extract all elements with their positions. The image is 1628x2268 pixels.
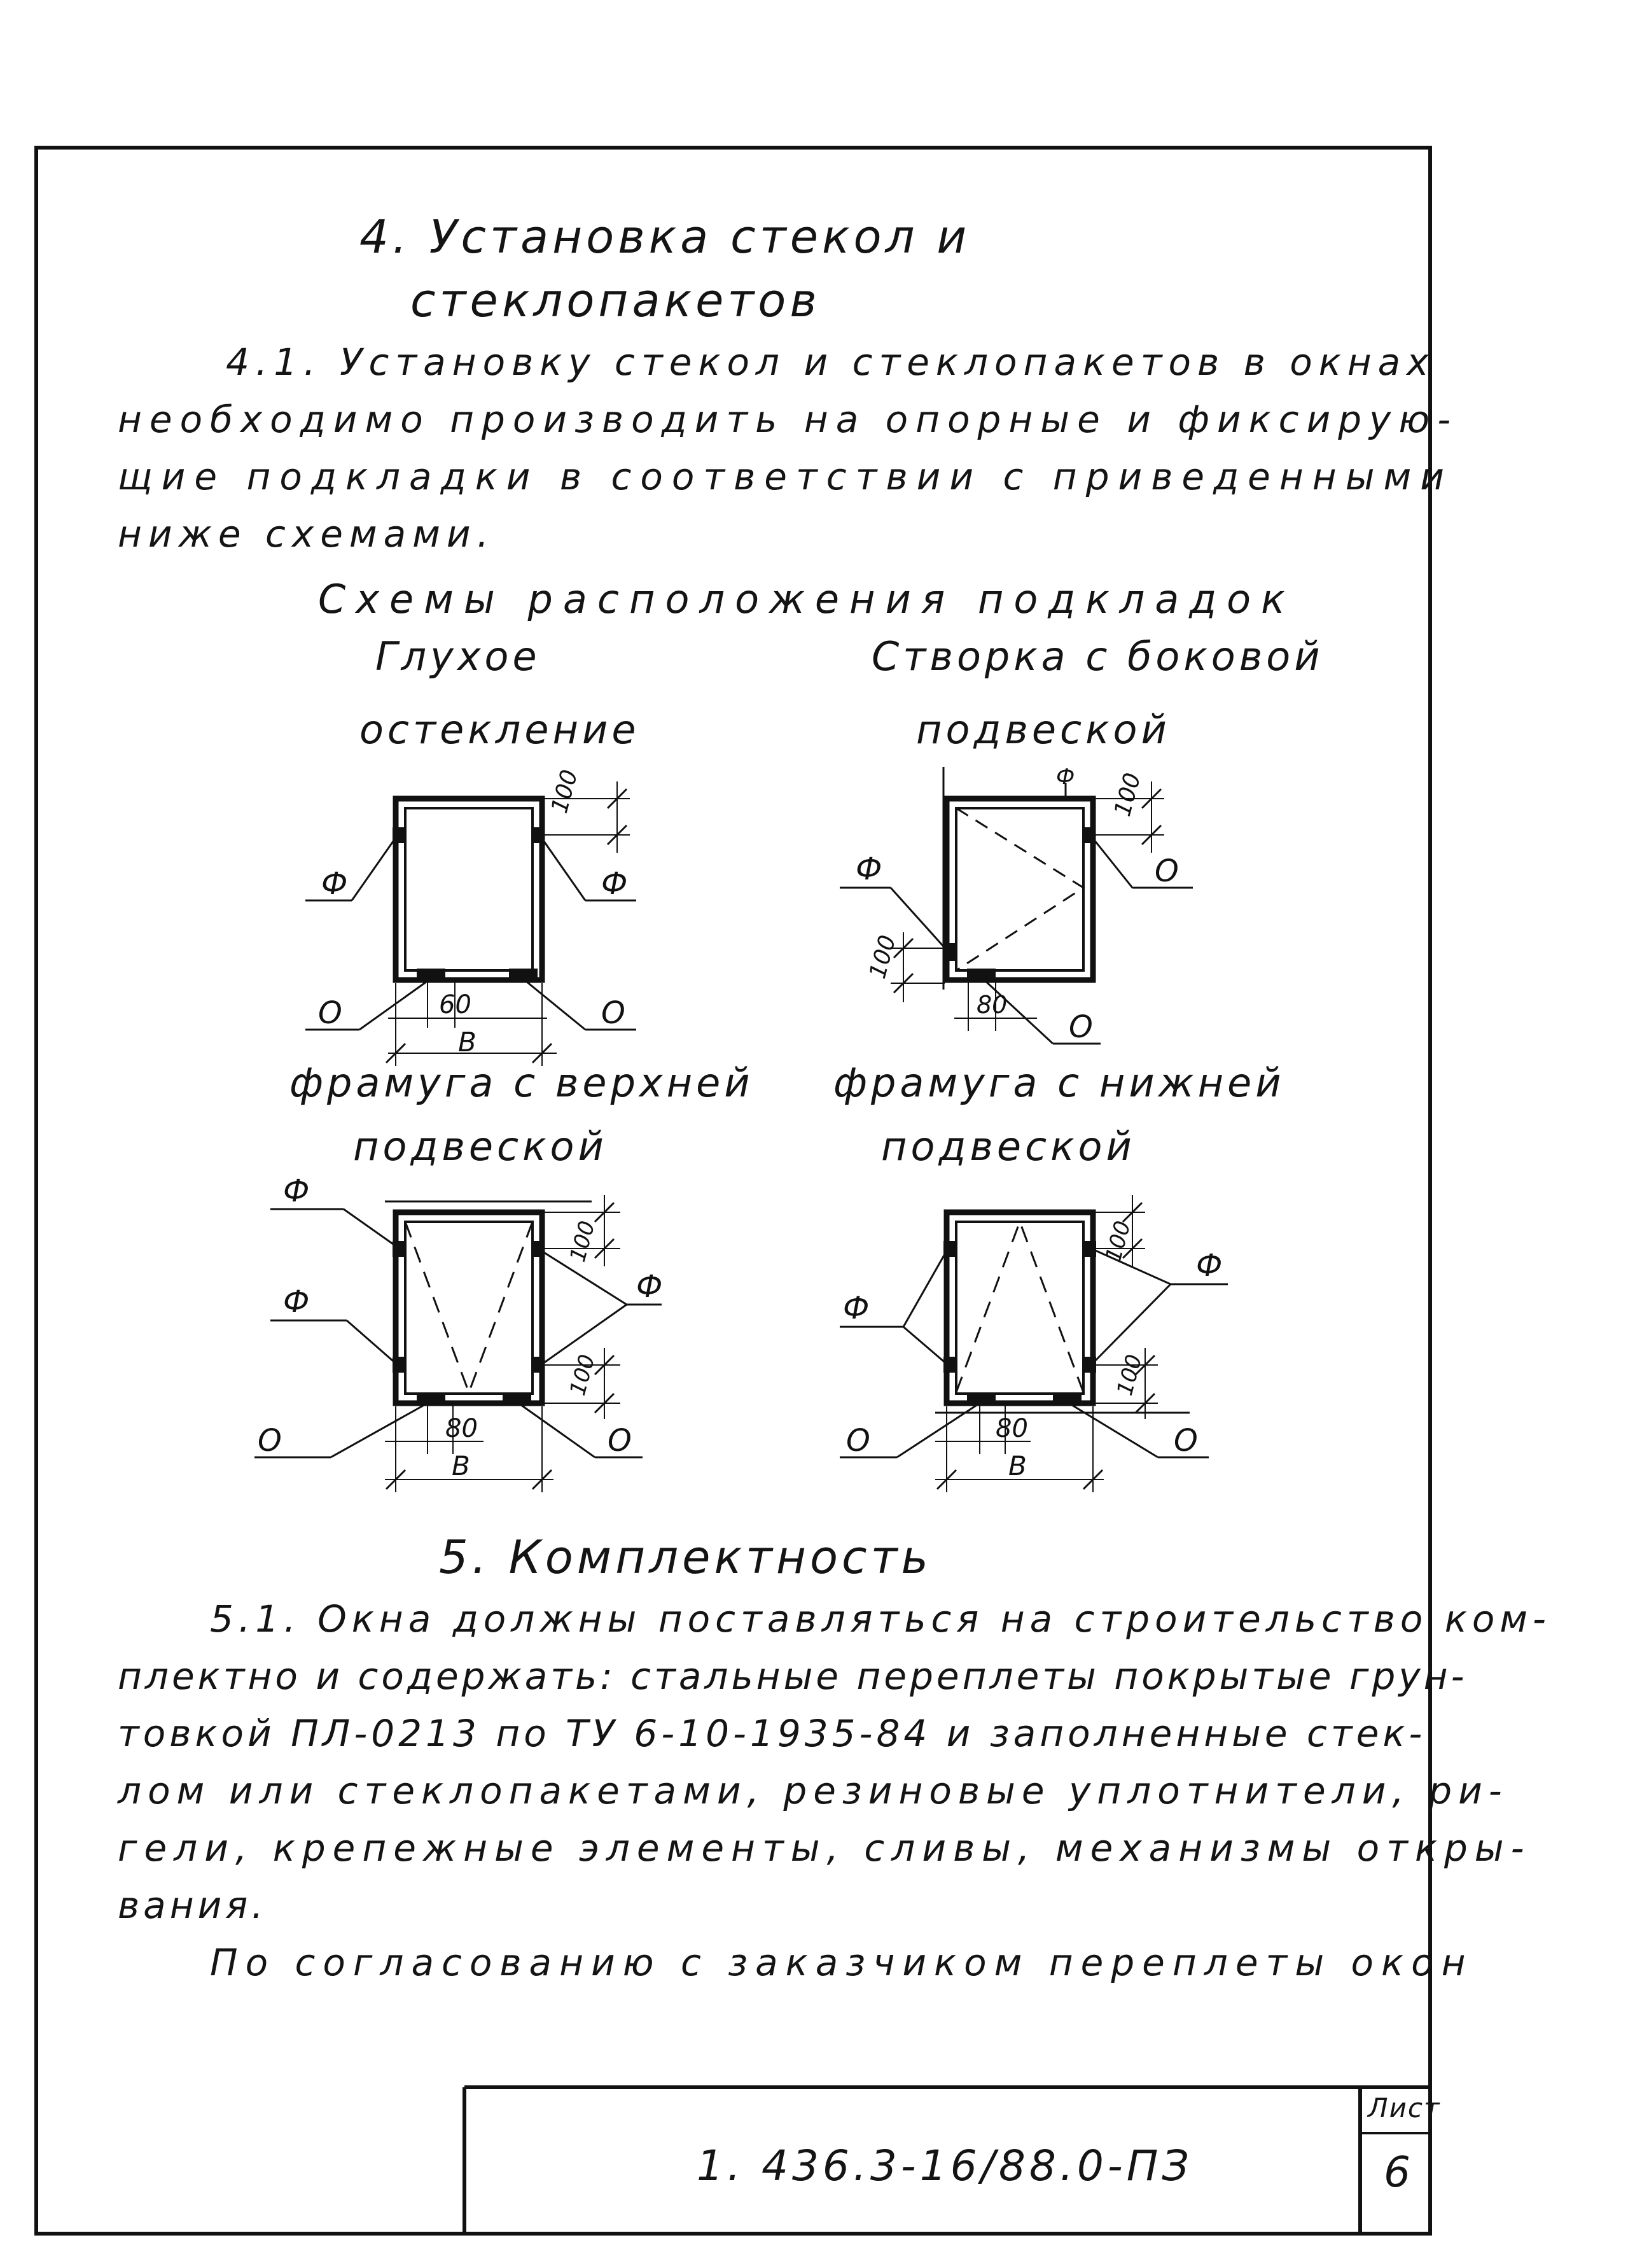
fixing-label: Ф [636, 1269, 663, 1305]
fixing-label: Ф [601, 866, 628, 902]
fixing-label: Ф [856, 851, 882, 887]
dim-80-label: 80 [996, 1414, 1028, 1443]
fixing-label: Ф [321, 866, 348, 902]
fixing-label: Ф [283, 1173, 310, 1209]
fixing-label: Ф [1056, 764, 1075, 790]
support-label: О [601, 995, 625, 1031]
width-label: В [458, 1026, 477, 1058]
sheet-number: 6 [1384, 2148, 1414, 2197]
section-4-paragraph-line: ниже схемами. [118, 512, 496, 556]
top-transom-caption-line2: подвеской [353, 1123, 608, 1170]
section-5-paragraph-line: товкой ПЛ-0213 по ТУ 6-10-1935-84 и заполненные стек- [118, 1712, 1426, 1755]
dim-100-label: 100 [1101, 1218, 1136, 1265]
section-5-paragraph-line: вания. [118, 1884, 267, 1927]
section-5-paragraph-line: гели, крепежные элементы, сливы, механизмы откры- [118, 1826, 1531, 1870]
fixing-label: Ф [843, 1291, 870, 1326]
document-code: 1. 436.3-16/88.0-ПЗ [697, 2141, 1193, 2190]
section-5-paragraph-line: 5.1. Окна должны поставляться на строительство ком- [210, 1597, 1551, 1641]
blind-glazing-caption-line1: Глухое [375, 633, 541, 680]
section-4-paragraph-line: необходимо производить на опорные и фиксирую- [118, 398, 1459, 441]
section-5-paragraph-line: плектно и содержать: стальные переплеты покрытые грун- [118, 1655, 1468, 1698]
dim-80-label: 80 [445, 1414, 478, 1443]
dim-100-label: 100 [546, 767, 583, 816]
dim-100-label: 100 [1110, 770, 1146, 820]
dim-100-label: 100 [565, 1352, 601, 1399]
width-label: В [452, 1450, 470, 1481]
dim-60-label: 60 [439, 990, 471, 1019]
section-4-paragraph-line: щие подкладки в соответствии с приведенными [118, 455, 1453, 498]
schemes-title: Схемы расположения подкладок [318, 576, 1295, 622]
section-4-paragraph-line: 4.1. Установку стекол и стеклопакетов в окнах [226, 340, 1435, 384]
section-4-heading-line2: стеклопакетов [410, 274, 821, 327]
dim-100-label: 100 [1112, 1352, 1148, 1399]
fixing-label: Ф [283, 1284, 310, 1320]
section-4-heading-line1: 4. Установка стекол и [359, 210, 971, 263]
bottom-transom-caption-line1: фрамуга с нижней [833, 1060, 1285, 1106]
support-label: О [1155, 853, 1179, 889]
scheme-bottom-transom [840, 1195, 1228, 1492]
width-label: В [1008, 1450, 1027, 1481]
blind-glazing-caption-line2: остекление [359, 706, 640, 753]
scheme-blind-glazing [305, 781, 636, 1066]
section-5-heading: 5. Комплектность [439, 1530, 932, 1584]
side-sash-caption-line2: подвеской [916, 706, 1171, 753]
support-label: О [318, 995, 342, 1031]
support-label: О [608, 1423, 632, 1459]
section-5-paragraph-line: По согласованию с заказчиком переплеты окон [210, 1941, 1473, 1984]
top-transom-caption-line1: фрамуга с верхней [289, 1060, 754, 1106]
section-5-paragraph-line: лом или стеклопакетами, резиновые уплотнители, ри- [118, 1769, 1508, 1812]
sheet-label: Лист [1368, 2092, 1441, 2124]
support-label: О [1174, 1423, 1198, 1459]
support-label: О [258, 1423, 282, 1459]
dim-100-label: 100 [865, 932, 901, 982]
fixing-label: Ф [1196, 1248, 1223, 1284]
dim-80-label: 80 [977, 991, 1008, 1019]
dim-100-label: 100 [565, 1218, 601, 1265]
support-label: О [1069, 1009, 1093, 1045]
scheme-side-sash [840, 767, 1193, 1044]
side-sash-caption-line1: Створка с боковой [872, 633, 1324, 680]
scheme-top-transom [254, 1195, 662, 1492]
bottom-transom-caption-line2: подвеской [881, 1123, 1136, 1170]
support-label: О [846, 1423, 870, 1459]
